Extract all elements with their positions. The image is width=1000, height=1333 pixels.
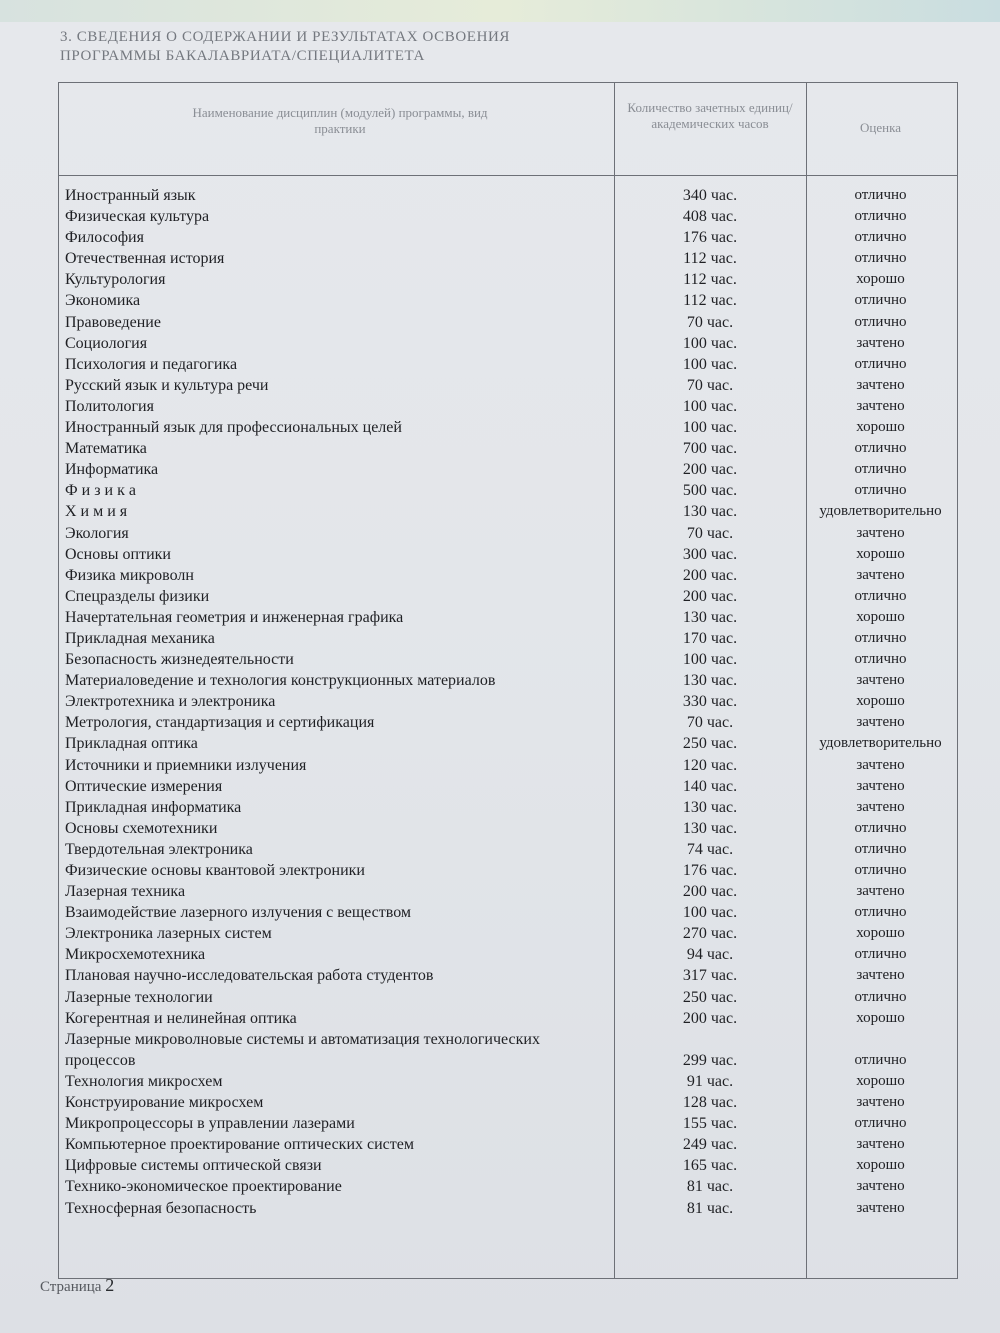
table-row [0,523,1000,544]
grade-value: зачтено [856,714,905,731]
hours-value: 100 час. [682,355,738,373]
discipline-name: Экология [65,524,129,542]
hours-value: 155 час. [682,1115,738,1133]
hours-value: 176 час. [682,229,738,247]
grade-value: зачтено [856,798,905,815]
grade-value: отлично [854,1051,907,1068]
grade-value: отлично [854,840,907,857]
table-row [0,375,1000,396]
discipline-name: Оптические измерения [65,777,223,795]
discipline-name: Компьютерное проектирование оптических систем [65,1136,414,1154]
table-row [0,396,1000,417]
table-row [0,1113,1000,1134]
discipline-name: Иностранный язык [65,187,196,204]
discipline-name: Микропроцессоры в управлении лазерами [65,1115,355,1133]
section-title [60,28,660,66]
discipline-name: Безопасность жизнедеятельности [65,651,294,669]
page-footer [40,1275,114,1296]
discipline-name: Взаимодействие лазерного излучения с веществом [65,904,412,922]
grade-value: отлично [854,904,907,921]
table-row [0,1029,1000,1071]
hours-value: 130 час. [682,608,738,626]
discipline-name: Ф и з и к а [65,482,136,500]
discipline-name: Иностранный язык для профессиональных целей [65,419,402,437]
header-divider [59,175,957,176]
hours-value: 100 час. [682,904,738,922]
hours-value: 100 час. [682,651,738,669]
discipline-name: Лазерная техника [65,883,186,901]
hours-value: 270 час. [682,925,738,943]
discipline-name: Прикладная механика [65,629,215,647]
hours-value: 249 час. [682,1136,738,1154]
hours-value: 70 час. [686,524,734,542]
grade-value: зачтено [856,1178,905,1195]
hours-value: 70 час. [686,313,734,331]
hours-value: 500 час. [682,482,738,500]
discipline-name: Лазерные микроволновые системы и автоматизация технологических процессов [65,1030,540,1069]
discipline-name: Спецразделы физики [65,587,210,605]
hours-value: 165 час. [682,1157,738,1175]
section-title-line-2: ПРОГРАММЫ БАКАЛАВРИАТА/СПЕЦИАЛИТЕТА [60,48,425,64]
grade-value: зачтено [856,967,905,984]
table-row [0,944,1000,965]
table-row [0,1176,1000,1197]
hours-value: 170 час. [682,629,738,647]
page-number: 2 [105,1275,115,1295]
discipline-name: Физическая культура [65,208,210,226]
hours-value: 112 час. [683,292,737,310]
grade-value: хорошо [856,1157,905,1174]
hours-value: 408 час. [682,208,738,226]
hours-value: 140 час. [682,777,738,795]
hours-value: 94 час. [686,946,734,964]
grade-value: отлично [854,187,907,203]
discipline-name: Основы оптики [65,545,171,563]
hours-value: 128 час. [682,1094,738,1112]
discipline-name: Метрология, стандартизация и сертификация [65,714,375,732]
table-row [0,248,1000,269]
grade-value: удовлетворительно [819,735,942,752]
discipline-name: Прикладная оптика [65,735,198,753]
grade-value: отлично [854,461,907,478]
grade-value: хорошо [856,608,905,625]
grade-value: зачтено [856,524,905,541]
discipline-name: Физика микроволн [65,566,194,584]
hours-value: 200 час. [682,566,738,584]
discipline-name: Информатика [65,461,159,479]
table-row [0,860,1000,881]
table-row [0,1134,1000,1155]
discipline-name: Философия [65,229,144,247]
table-row [0,290,1000,311]
table-row [0,755,1000,776]
discipline-name: Плановая научно-исследовательская работа студентов [65,967,434,985]
table-row [0,185,1000,206]
discipline-name: Отечественная история [65,250,225,268]
hours-value: 100 час. [682,397,738,415]
table-row [0,269,1000,290]
table-row [0,607,1000,628]
table-row [0,333,1000,354]
table-row [0,965,1000,986]
hours-value: 130 час. [682,798,738,816]
grade-value: зачтено [856,672,905,689]
header-discipline: Наименование дисциплин (модулей) программы, вид практики [192,105,488,136]
table-row [0,1092,1000,1113]
grade-value: отлично [854,946,907,963]
table-row [0,438,1000,459]
table-row [0,480,1000,501]
table-row [0,628,1000,649]
grade-value: зачтено [856,397,905,414]
table-row [0,565,1000,586]
discipline-name: Психология и педагогика [65,355,238,373]
grade-value: хорошо [856,419,905,436]
grade-value: зачтено [856,883,905,900]
table-row [0,818,1000,839]
hours-value: 300 час. [682,545,738,563]
grade-value: отлично [854,629,907,646]
table-row [0,354,1000,375]
hours-value: 91 час. [686,1072,734,1090]
grade-value: отлично [854,587,907,604]
header-hours: Количество зачетных единиц/академических часов [627,100,793,131]
hours-value: 200 час. [682,461,738,479]
discipline-name: Конструирование микросхем [65,1094,264,1112]
discipline-name: Электротехника и электроника [65,693,276,711]
hours-value: 200 час. [682,883,738,901]
discipline-name: Техносферная безопасность [65,1199,257,1217]
grade-value: отлично [854,292,907,309]
grade-value: отлично [854,651,907,668]
discipline-name: Экономика [65,292,141,310]
grade-value: хорошо [856,271,905,288]
table-row [0,902,1000,923]
discipline-name: Источники и приемники излучения [65,756,307,774]
grade-value: отлично [854,250,907,267]
discipline-name: Основы схемотехники [65,819,218,837]
results-table-body [0,185,1000,1219]
section-title-line-1: 3. СВЕДЕНИЯ О СОДЕРЖАНИИ И РЕЗУЛЬТАТАХ ОСВОЕНИЯ [60,29,511,45]
hours-value: 130 час. [682,672,738,690]
discipline-name: Технико-экономическое проектирование [65,1178,342,1196]
table-row [0,1071,1000,1092]
discipline-name: Математика [65,440,147,458]
hours-value: 330 час. [682,693,738,711]
grade-value: отлично [854,1115,907,1132]
discipline-name: Прикладная информатика [65,798,242,816]
header-grade: Оценка [860,120,901,135]
hours-value: 340 час. [682,187,738,204]
discipline-name: Политология [65,397,154,415]
hours-value: 100 час. [682,419,738,437]
discipline-name: Правоведение [65,313,161,331]
hours-value: 250 час. [682,988,738,1006]
hours-value: 81 час. [686,1199,734,1217]
hours-value: 70 час. [686,376,734,394]
grade-value: хорошо [856,925,905,942]
grade-value: отлично [854,229,907,246]
table-row [0,712,1000,733]
grade-value: отлично [854,355,907,372]
discipline-name: Начертательная геометрия и инженерная графика [65,608,404,626]
discipline-name: Цифровые системы оптической связи [65,1157,322,1175]
grade-value: отлично [854,482,907,499]
hours-value: 200 час. [682,1009,738,1027]
grade-value: отлично [854,313,907,330]
table-row [0,839,1000,860]
table-row [0,881,1000,902]
page-label: Страница [40,1279,102,1295]
hours-value: 700 час. [682,440,738,458]
table-row [0,691,1000,712]
table-row [0,776,1000,797]
grade-value: зачтено [856,1199,905,1216]
grade-value: отлично [854,988,907,1005]
grade-value: хорошо [856,693,905,710]
table-row [0,417,1000,438]
table-row [0,312,1000,333]
hours-value: 112 час. [683,250,737,268]
discipline-name: Твердотельная электроника [65,840,253,858]
discipline-name: Лазерные технологии [65,988,213,1006]
hours-value: 299 час. [682,1051,738,1069]
grade-value: хорошо [856,545,905,562]
table-row [0,586,1000,607]
grade-value: удовлетворительно [819,503,942,520]
table-row [0,1198,1000,1219]
hours-value: 74 час. [686,840,734,858]
hours-value: 112 час. [683,271,737,289]
table-row [0,1008,1000,1029]
hours-value: 200 час. [682,587,738,605]
discipline-name: Технология микросхем [65,1072,223,1090]
grade-value: зачтено [856,566,905,583]
table-row [0,501,1000,522]
table-row [0,797,1000,818]
hours-value: 100 час. [682,334,738,352]
discipline-name: Социология [65,334,148,352]
grade-value: отлично [854,819,907,836]
hours-value: 81 час. [686,1178,734,1196]
grade-value: хорошо [856,1072,905,1089]
grade-value: зачтено [856,334,905,351]
grade-value: зачтено [856,777,905,794]
decorative-top-strip [0,0,1000,22]
table-row [0,733,1000,754]
hours-value: 317 час. [682,967,738,985]
grade-value: отлично [854,440,907,457]
grade-value: хорошо [856,1009,905,1026]
hours-value: 130 час. [682,503,738,521]
discipline-name: Электроника лазерных систем [65,925,272,943]
discipline-name: Когерентная и нелинейная оптика [65,1009,297,1027]
discipline-name: Культурология [65,271,166,289]
hours-value: 130 час. [682,819,738,837]
hours-value: 176 час. [682,862,738,879]
discipline-name: Материаловедение и технология конструкционных материалов [65,672,496,690]
grade-value: зачтено [856,756,905,773]
grade-value: отлично [854,862,907,878]
table-row [0,670,1000,691]
table-row [0,206,1000,227]
discipline-name: Русский язык и культура речи [65,376,269,394]
grade-value: зачтено [856,1094,905,1111]
table-row [0,923,1000,944]
grade-value: отлично [854,208,907,225]
table-row [0,1155,1000,1176]
grade-value: зачтено [856,1136,905,1153]
table-row [0,987,1000,1008]
grade-value: зачтено [856,376,905,393]
hours-value: 70 час. [686,714,734,732]
hours-value: 120 час. [682,756,738,774]
discipline-name: Микросхемотехника [65,946,206,964]
discipline-name: Физические основы квантовой электроники [65,862,365,879]
table-row [0,544,1000,565]
table-row [0,459,1000,480]
table-row [0,649,1000,670]
discipline-name: Х и м и я [65,503,128,521]
table-row [0,227,1000,248]
hours-value: 250 час. [682,735,738,753]
